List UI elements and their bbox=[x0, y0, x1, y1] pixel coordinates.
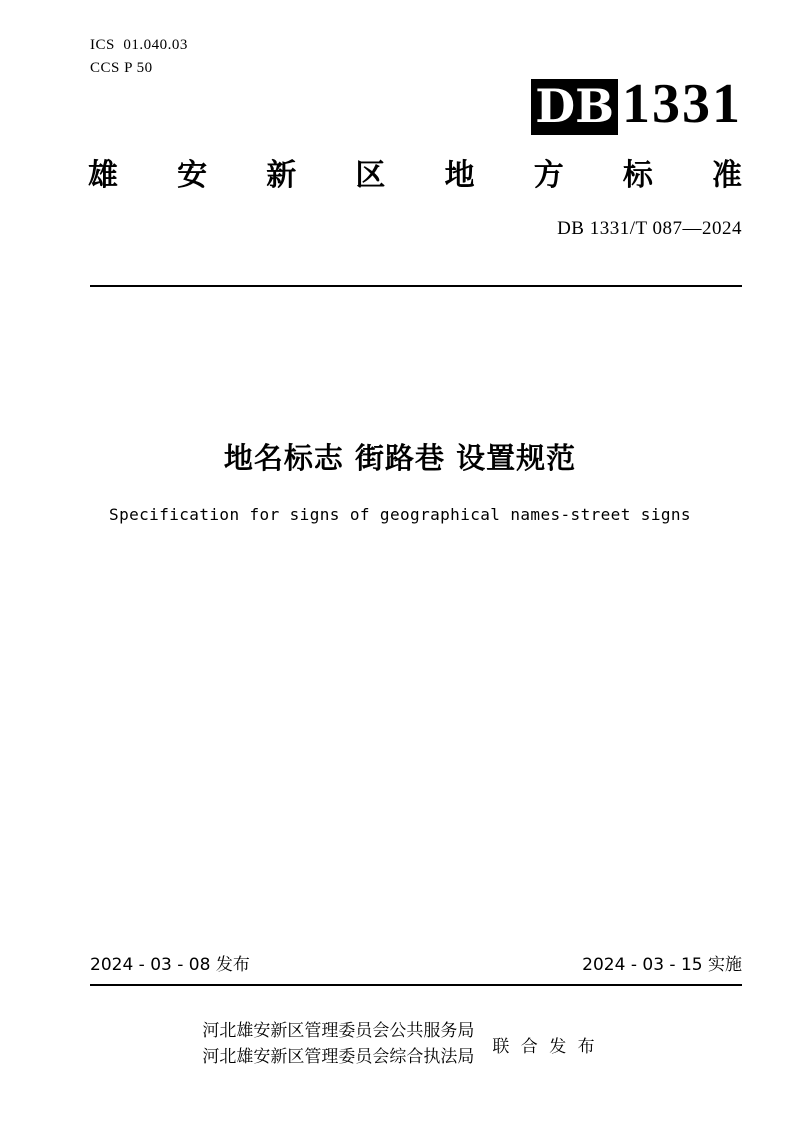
standard-scope-title: 雄安新区地方标准 bbox=[88, 158, 742, 193]
footer-issuers bbox=[0, 1018, 800, 1070]
page-subtitle-english: Specification for signs of geographical names-street signs bbox=[109, 505, 691, 524]
issuer-line-2: 河北雄安新区管理委员会综合执法局 bbox=[202, 1047, 475, 1067]
header-divider bbox=[90, 285, 742, 287]
classification-block bbox=[90, 34, 188, 80]
effective-date: 2024 - 03 - 15 实施 bbox=[582, 955, 742, 975]
db-logo bbox=[531, 73, 742, 135]
footer-divider bbox=[90, 984, 742, 986]
ics-code: ICS 01.040.03 bbox=[90, 37, 188, 53]
ccs-code: CCS P 50 bbox=[90, 60, 153, 76]
db-logo-number: 1331 bbox=[622, 73, 742, 135]
standard-code: DB 1331/T 087—2024 bbox=[557, 218, 742, 239]
joint-issue-label: 联 合 发 布 bbox=[492, 1036, 598, 1057]
issuer-line-1: 河北雄安新区管理委员会公共服务局 bbox=[202, 1021, 475, 1041]
issuer-organizations bbox=[202, 1018, 474, 1070]
page-title: 地名标志 街路巷 设置规范 bbox=[223, 441, 577, 475]
issue-date: 2024 - 03 - 08 发布 bbox=[90, 955, 250, 975]
footer-dates bbox=[90, 950, 742, 975]
db-mark-badge: DB bbox=[531, 79, 618, 135]
